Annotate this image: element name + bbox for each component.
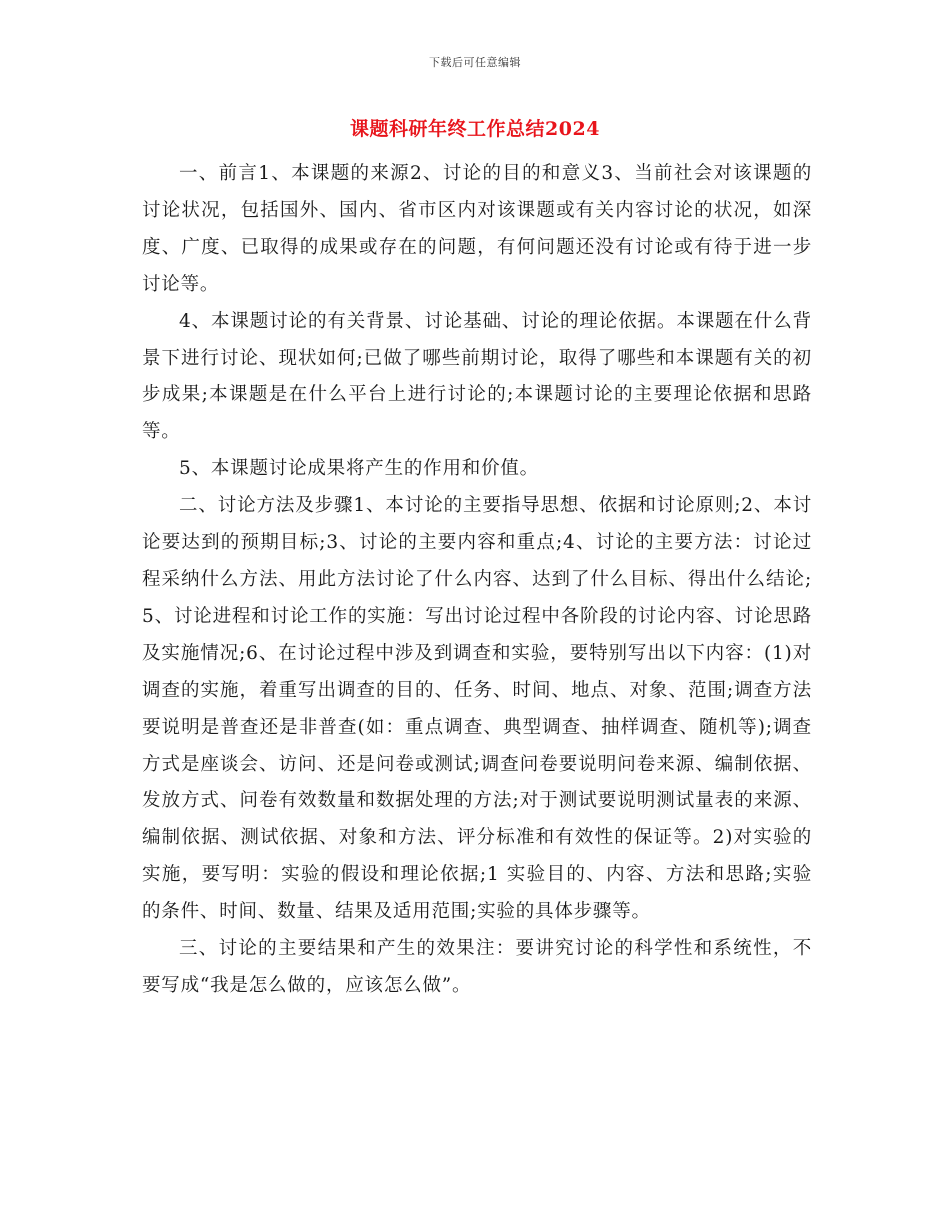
paragraph-background: 4、本课题讨论的有关背景、讨论基础、讨论的理论依据。本课题在什么背景下进行讨论、现状如何;已做了哪些前期讨论，取得了哪些和本课题有关的初步成果;本课题是在什么平台上进行讨论的;本课题讨论的主要理论依据和思路等。 — [142, 310, 812, 443]
document-body — [142, 156, 812, 1005]
paragraph-preface: 一、前言1、本课题的来源2、讨论的目的和意义3、当前社会对该课题的讨论状况，包括国外、国内、省市区内对该课题或有关内容讨论的状况，如深度、广度、已取得的成果或存在的问题，有何问题还没有讨论或有待于进一步讨论等。 — [142, 163, 812, 295]
document-title: 课题科研年终工作总结2024 — [350, 118, 600, 140]
page-header-note: 下载后可任意编辑 — [429, 56, 521, 69]
paragraph-value: 5、本课题讨论成果将产生的作用和价值。 — [179, 458, 539, 480]
paragraph-results: 三、讨论的主要结果和产生的效果注：要讲究讨论的科学性和系统性，不要写成“我是怎么做的，应该怎么做”。 — [142, 938, 812, 996]
paragraph-methods: 二、讨论方法及步骤1、本讨论的主要指导思想、依据和讨论原则;2、本讨论要达到的预期目标;3、讨论的主要内容和重点;4、讨论的主要方法：讨论过程采纳什么方法、用此方法讨论了什么内容、达到了什么目标、得出什么结论;5、讨论进程和讨论工作的实施：写出讨论过程中各阶段的讨论内容、讨论思路及实施情况;6、在讨论过程中涉及到调查和实验，要特别写出以下内容：(1)对调查的实施，着重写出调查的目的、任务、时间、地点、对象、范围;调查方法要说明是普查还是非普查(如：重点调查、典型调查、抽样调查、随机等);调查方式是座谈会、访问、还是问卷或测试;调查问卷要说明问卷来源、编制依据、发放方式、问卷有效数量和数据处理的方法;对于测试要说明测试量表的来源、编制依据、测试依据、对象和方法、评分标准和有效性的保证等。2)对实验的实施，要写明：实验的假设和理论依据;1 实验目的、内容、方法和思路;实验的条件、时间、数量、结果及适用范围;实验的具体步骤等。 — [142, 495, 812, 923]
